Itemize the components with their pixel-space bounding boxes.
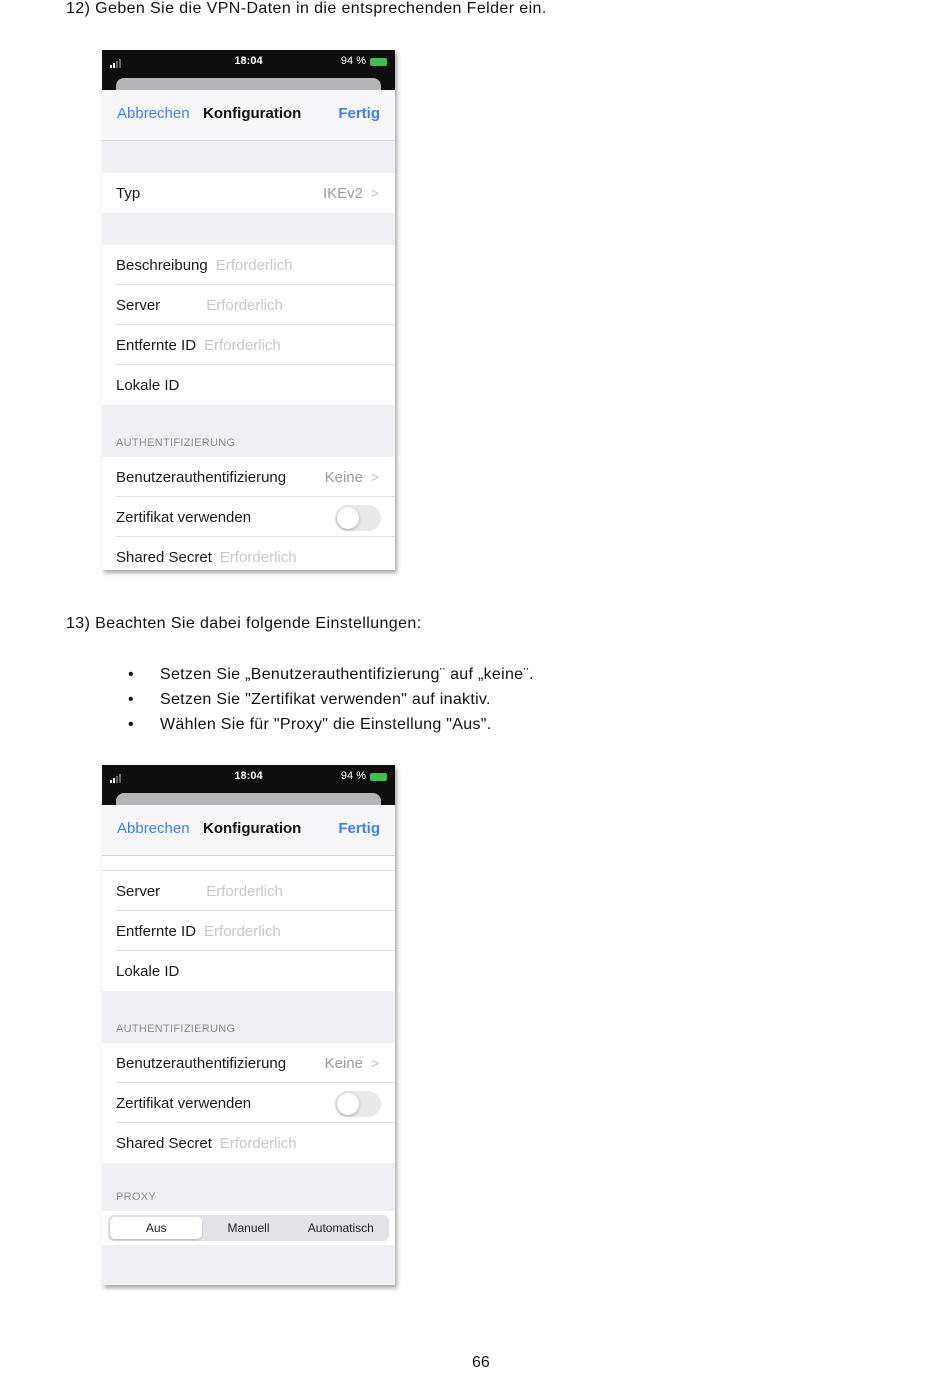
- shared-secret-input[interactable]: Erforderlich: [219, 548, 297, 566]
- nav-title: Konfiguration: [203, 105, 302, 122]
- remote-id-input[interactable]: Erforderlich: [204, 336, 281, 354]
- proxy-option-automatic[interactable]: Automatisch: [307, 1221, 374, 1235]
- list-item: • Wählen Sie für "Proxy" die Einstellung "Aus".: [128, 712, 534, 737]
- local-id-label: Lokale ID: [116, 376, 180, 394]
- section-gap: [102, 141, 395, 173]
- type-value: IKEv2: [322, 184, 363, 202]
- battery-icon: [370, 773, 387, 781]
- shared-secret-input[interactable]: Erforderlich: [219, 1134, 297, 1152]
- certificate-label: Zertifikat verwenden: [116, 1094, 252, 1112]
- server-row[interactable]: [102, 285, 395, 325]
- remote-id-row[interactable]: [102, 911, 395, 951]
- server-label: Server: [116, 296, 161, 314]
- battery-percent: 94 %: [340, 770, 366, 782]
- proxy-option-off[interactable]: Aus: [110, 1217, 202, 1239]
- cancel-button[interactable]: Abbrechen: [117, 820, 190, 837]
- page-number: 66: [472, 1354, 490, 1371]
- description-input[interactable]: Erforderlich: [215, 256, 293, 274]
- status-bar: [102, 50, 395, 78]
- proxy-header-label: PROXY: [116, 1191, 157, 1203]
- auth-header-label: AUTHENTIFIZIERUNG: [116, 437, 236, 449]
- user-auth-label: Benutzerauthentifizierung: [116, 468, 287, 486]
- description-label: Beschreibung: [116, 256, 208, 274]
- user-auth-value: Keine: [324, 1054, 363, 1072]
- type-row[interactable]: [102, 173, 395, 213]
- server-row[interactable]: [102, 871, 395, 911]
- sheet-edge: [102, 78, 395, 90]
- scrolled-row-remnant: [102, 856, 395, 871]
- certificate-row: [102, 497, 395, 537]
- server-input[interactable]: Erforderlich: [206, 882, 283, 900]
- status-time: 18:04: [234, 55, 263, 67]
- local-id-row[interactable]: [102, 365, 395, 405]
- cancel-button[interactable]: Abbrechen: [117, 105, 190, 122]
- remote-id-row[interactable]: [102, 325, 395, 365]
- user-auth-label: Benutzerauthentifizierung: [116, 1054, 287, 1072]
- certificate-label: Zertifikat verwenden: [116, 508, 252, 526]
- shared-secret-row[interactable]: [102, 537, 395, 570]
- proxy-option-manual[interactable]: Manuell: [227, 1221, 270, 1235]
- user-auth-row[interactable]: [102, 1043, 395, 1083]
- remote-id-input[interactable]: Erforderlich: [204, 922, 281, 940]
- remote-id-label: Entfernte ID: [116, 922, 197, 940]
- description-row[interactable]: [102, 245, 395, 285]
- chevron-right-icon: >: [370, 185, 379, 201]
- done-button[interactable]: Fertig: [338, 105, 380, 122]
- settings-list: [128, 662, 534, 737]
- certificate-toggle[interactable]: [335, 505, 381, 531]
- user-auth-value: Keine: [324, 468, 363, 486]
- status-time: 18:04: [234, 770, 263, 782]
- remote-id-label: Entfernte ID: [116, 336, 197, 354]
- status-bar: [102, 765, 395, 793]
- battery-icon: [370, 58, 387, 66]
- phone-screenshot-1: [102, 50, 395, 570]
- proxy-section-header: [102, 1163, 395, 1211]
- done-button[interactable]: Fertig: [338, 820, 380, 837]
- local-id-row[interactable]: [102, 951, 395, 991]
- server-input[interactable]: Erforderlich: [206, 296, 283, 314]
- auth-section-header: [102, 405, 395, 457]
- shared-secret-label: Shared Secret: [116, 548, 212, 566]
- sheet-edge: [102, 793, 395, 805]
- section-gap: [102, 213, 395, 245]
- server-label: Server: [116, 882, 161, 900]
- type-label: Typ: [116, 184, 141, 202]
- shared-secret-row[interactable]: [102, 1123, 395, 1163]
- step-13-instruction: 13) Beachten Sie dabei folgende Einstellungen:: [66, 615, 422, 632]
- local-id-label: Lokale ID: [116, 962, 180, 980]
- proxy-segmented-control: [108, 1215, 389, 1241]
- shared-secret-label: Shared Secret: [116, 1134, 212, 1152]
- step-12-instruction: 12) Geben Sie die VPN-Daten in die entsprechenden Felder ein.: [66, 0, 547, 17]
- nav-bar: [102, 90, 395, 141]
- auth-header-label: AUTHENTIFIZIERUNG: [116, 1023, 236, 1035]
- certificate-row: [102, 1083, 395, 1123]
- nav-title: Konfiguration: [203, 820, 302, 837]
- nav-bar: [102, 805, 395, 856]
- auth-section-header: [102, 991, 395, 1043]
- battery-percent: 94 %: [340, 55, 366, 67]
- phone-screenshot-2: [102, 765, 395, 1285]
- list-item: • Setzen Sie „Benutzerauthentifizierung¨ auf „keine¨.: [128, 662, 534, 687]
- chevron-right-icon: >: [370, 1055, 379, 1071]
- list-item: • Setzen Sie "Zertifikat verwenden" auf inaktiv.: [128, 687, 534, 712]
- user-auth-row[interactable]: [102, 457, 395, 497]
- certificate-toggle[interactable]: [335, 1091, 381, 1117]
- chevron-right-icon: >: [370, 469, 379, 485]
- proxy-row: [102, 1211, 395, 1245]
